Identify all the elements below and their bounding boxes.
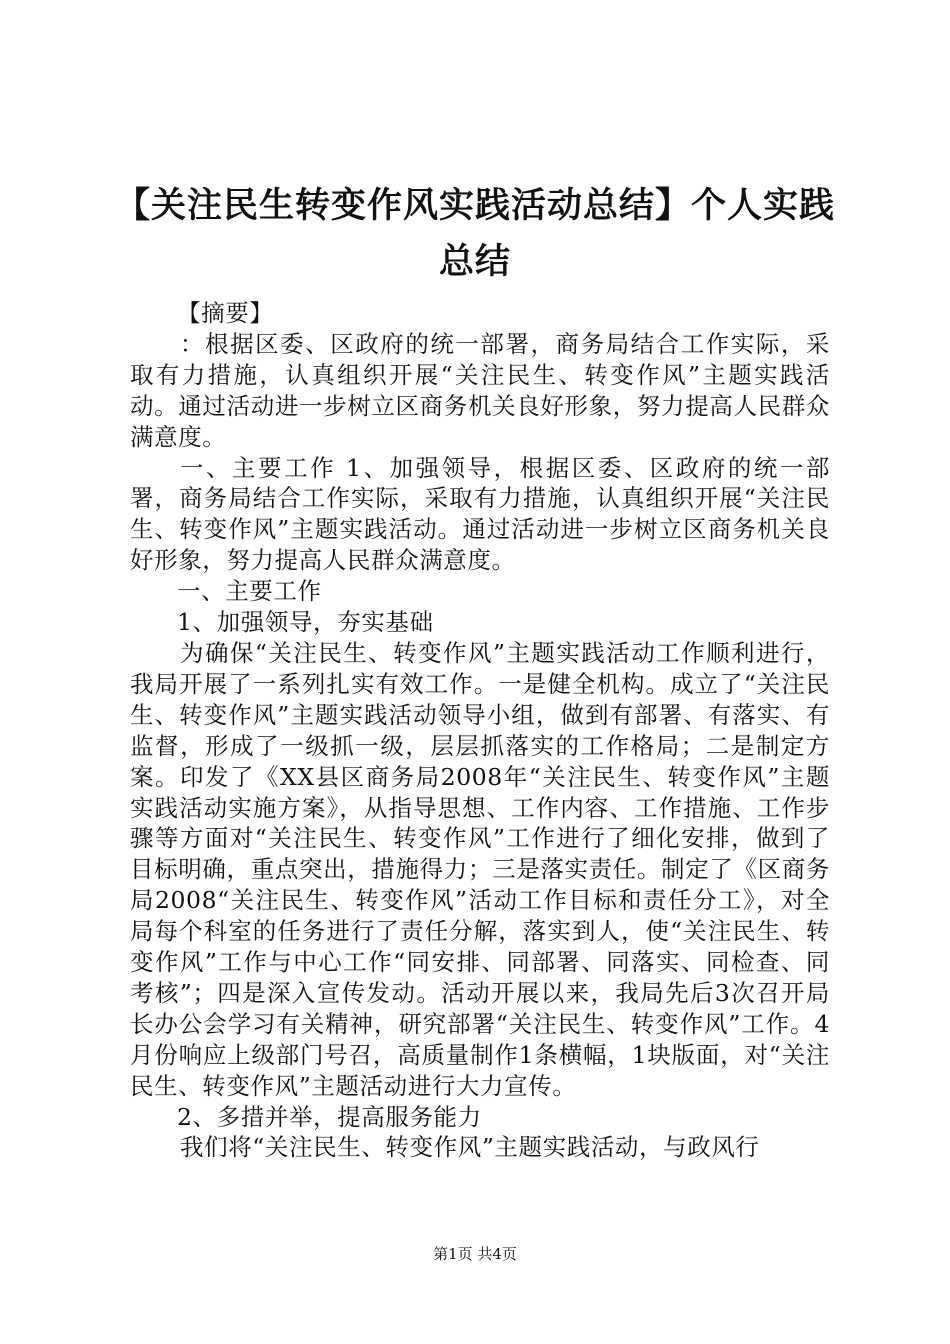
abstract-heading: 【摘要】 bbox=[177, 299, 274, 327]
abstract-paragraph: ：根据区委、区政府的统一部署，商务局结合工作实际，采取有力措施，认真组织开展“关注民生、转变作风”主题实践活动。通过活动进一步树立区商务机关良好形象，努力提高人民群众满意度。 bbox=[130, 329, 830, 451]
document-title: 【关注民生转变作风实践活动总结】个人实践总结 bbox=[114, 186, 835, 282]
page-footer: 第1页 共4页 bbox=[433, 1245, 517, 1263]
leadership-paragraph: 为确保“关注民生、转变作风”主题实践活动工作顺利进行，我局开展了一系列扎实有效工作。一是健全机构。成立了“关注民生、转变作风”主题实践活动领导小组，做到有部署、有落实、有监督，形成了一级抓一级，层层抓落实的工作格局；二是制定方案。印发了《XX县区商务局2008年“关注民生、转变作风”主题实践活动实施方案》，从指导思想、工作内容、工作措施、工作步骤等方面对“关注民生、转变作风”工作进行了细化安排，做到了目标明确，重点突出，措施得力；三是落实责任。制定了《区商务局2008“关注民生、转变作风”活动工作目标和责任分工》，对全局每个科室的任务进行了责任分解，落实到人，使“关注民生、转变作风”工作与中心工作“同安排、同部署、同落实、同检查、同考核”；四是深入宣传发动。活动开展以来，我局先后3次召开局长办公会学习有关精神，研究部署“关注民生、转变作风”工作。4月份响应上级部门号召，高质量制作1条横幅，1块版面，对“关注民生、转变作风”主题活动进行大力宣传。 bbox=[130, 638, 830, 1100]
subsection-heading-service: 2、多措并举，提高服务能力 bbox=[177, 1102, 482, 1131]
service-paragraph: 我们将“关注民生、转变作风”主题实践活动，与政风行 bbox=[180, 1133, 760, 1162]
subsection-heading-leadership: 1、加强领导，夯实基础 bbox=[177, 608, 434, 637]
document-body bbox=[130, 298, 830, 1163]
section-heading-main-work: 一、主要工作 bbox=[177, 577, 322, 606]
summary-paragraph: 一、主要工作 1、加强领导，根据区委、区政府的统一部署，商务局结合工作实际，采取有力措施，认真组织开展“关注民生、转变作风”主题实践活动。通过活动进一步树立区商务机关良好形象，努力提高人民群众满意度。 bbox=[130, 453, 830, 575]
